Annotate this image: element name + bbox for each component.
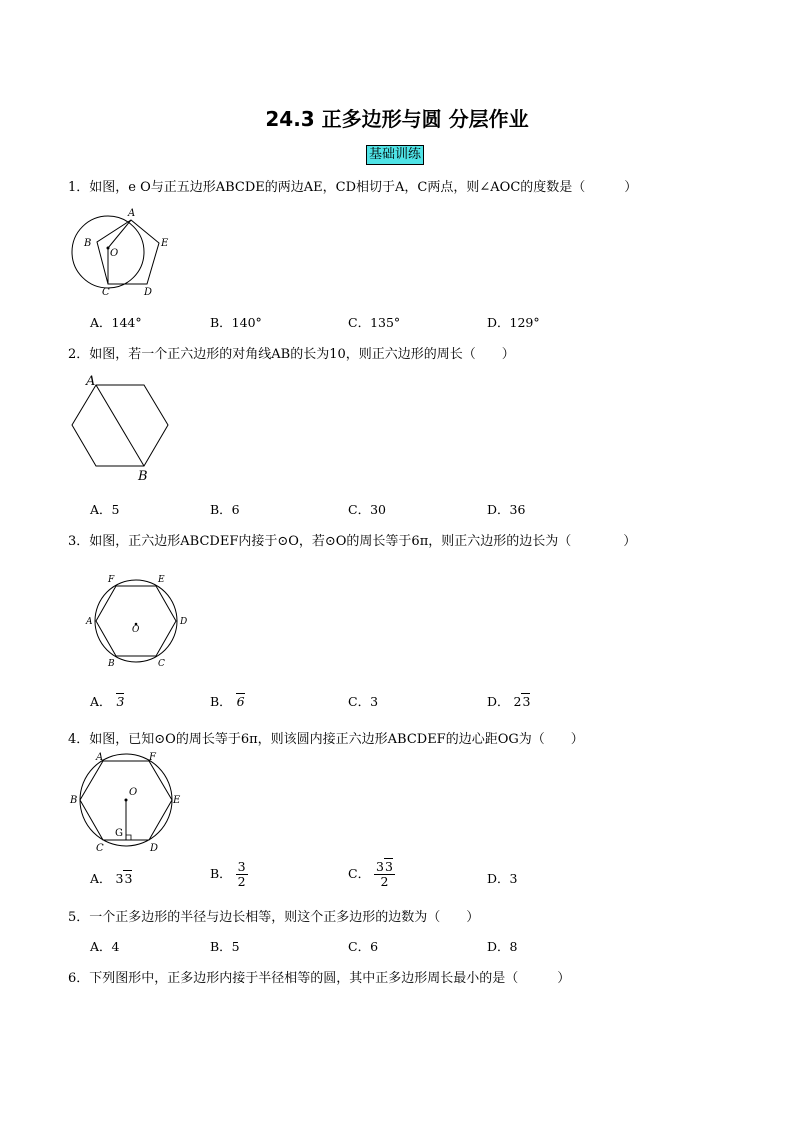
figure-1 [66, 206, 176, 298]
q1-option-a: A．144° [90, 315, 142, 330]
q2-option-d: D．36 [487, 502, 526, 517]
figure-4 [66, 750, 190, 856]
q1-option-b: B．140° [210, 315, 262, 330]
fig3-label-c: C [158, 659, 165, 669]
fig4-label-b: B [70, 795, 78, 806]
q5-option-a: A．4 [90, 939, 120, 954]
fig4-label-a: A [96, 752, 104, 763]
fig4-label-o: O [129, 787, 138, 798]
q1-option-d: D．129° [487, 315, 540, 330]
q3-option-c: C．3 [348, 694, 379, 709]
question-2-stem: 2．如图，若一个正六边形的对角线AB的长为10，则正六边形的周长（ ） [68, 347, 515, 362]
fig3-label-a: A [86, 617, 93, 627]
fig3-label-f: F [108, 575, 115, 585]
fig4-label-e: E [173, 795, 181, 806]
fig4-label-f: F [149, 752, 156, 763]
fig2-label-b: B [138, 469, 148, 484]
q2-option-b: B．6 [210, 502, 240, 517]
q3-option-d: D． 23 [487, 694, 531, 709]
section-badge: 基础训练 [366, 145, 424, 165]
fig3-label-b: B [108, 659, 115, 669]
figure-3 [84, 572, 194, 670]
q2-option-a: A．5 [90, 502, 120, 517]
fig1-label-d: D [144, 287, 153, 298]
q5-option-c: C．6 [348, 939, 379, 954]
question-4-stem: 4．如图，已知⊙O的周长等于6π，则该圆内接正六边形ABCDEF的边心距OG为（ ） [68, 732, 584, 747]
fig3-label-e: E [158, 575, 165, 585]
q5-option-b: B．5 [210, 939, 240, 954]
q3-option-b: B． 6 [210, 694, 245, 709]
fig4-label-d: D [150, 843, 159, 854]
fig3-label-d: D [180, 617, 188, 627]
question-6-stem: 6．下列图形中，正多边形内接于半径相等的圆，其中正多边形周长最小的是（ ） [68, 971, 571, 986]
q4-option-b: B． $\frac{3}{2}$ [210, 859, 246, 889]
fig1-label-e: E [161, 238, 169, 249]
page-title: 24.3 正多边形与圆 分层作业 [265, 107, 529, 131]
q5-option-d: D．8 [487, 939, 518, 954]
question-1-stem: 1．如图，e O与正五边形ABCDE的两边AE，CD相切于A，C两点，则∠AOC的度数是（ ） [68, 180, 638, 195]
fig1-label-a: A [128, 208, 136, 219]
fig1-label-b: B [84, 238, 92, 249]
question-5-stem: 5．一个正多边形的半径与边长相等，则这个正多边形的边数为（ ） [68, 910, 480, 925]
fig4-label-c: C [96, 843, 104, 854]
fig4-label-g: G [115, 828, 123, 839]
fig1-label-c: C [102, 287, 110, 298]
q1-option-c: C．135° [348, 315, 401, 330]
q4-option-d: D．3 [487, 871, 518, 886]
fig2-label-a: A [86, 374, 96, 389]
fig3-label-o: O [132, 625, 140, 635]
figure-2 [66, 372, 176, 484]
q4-option-a: A． 33 [90, 871, 133, 886]
q2-option-c: C．30 [348, 502, 386, 517]
question-3-stem: 3．如图，正六边形ABCDEF内接于⊙O，若⊙O的周长等于6π，则正六边形的边长为（ ） [68, 534, 637, 549]
q4-option-c: C． $\frac{33}{2}$ [348, 859, 393, 889]
q3-option-a: A． 3 [90, 694, 125, 709]
fig1-label-o: O [110, 248, 119, 259]
